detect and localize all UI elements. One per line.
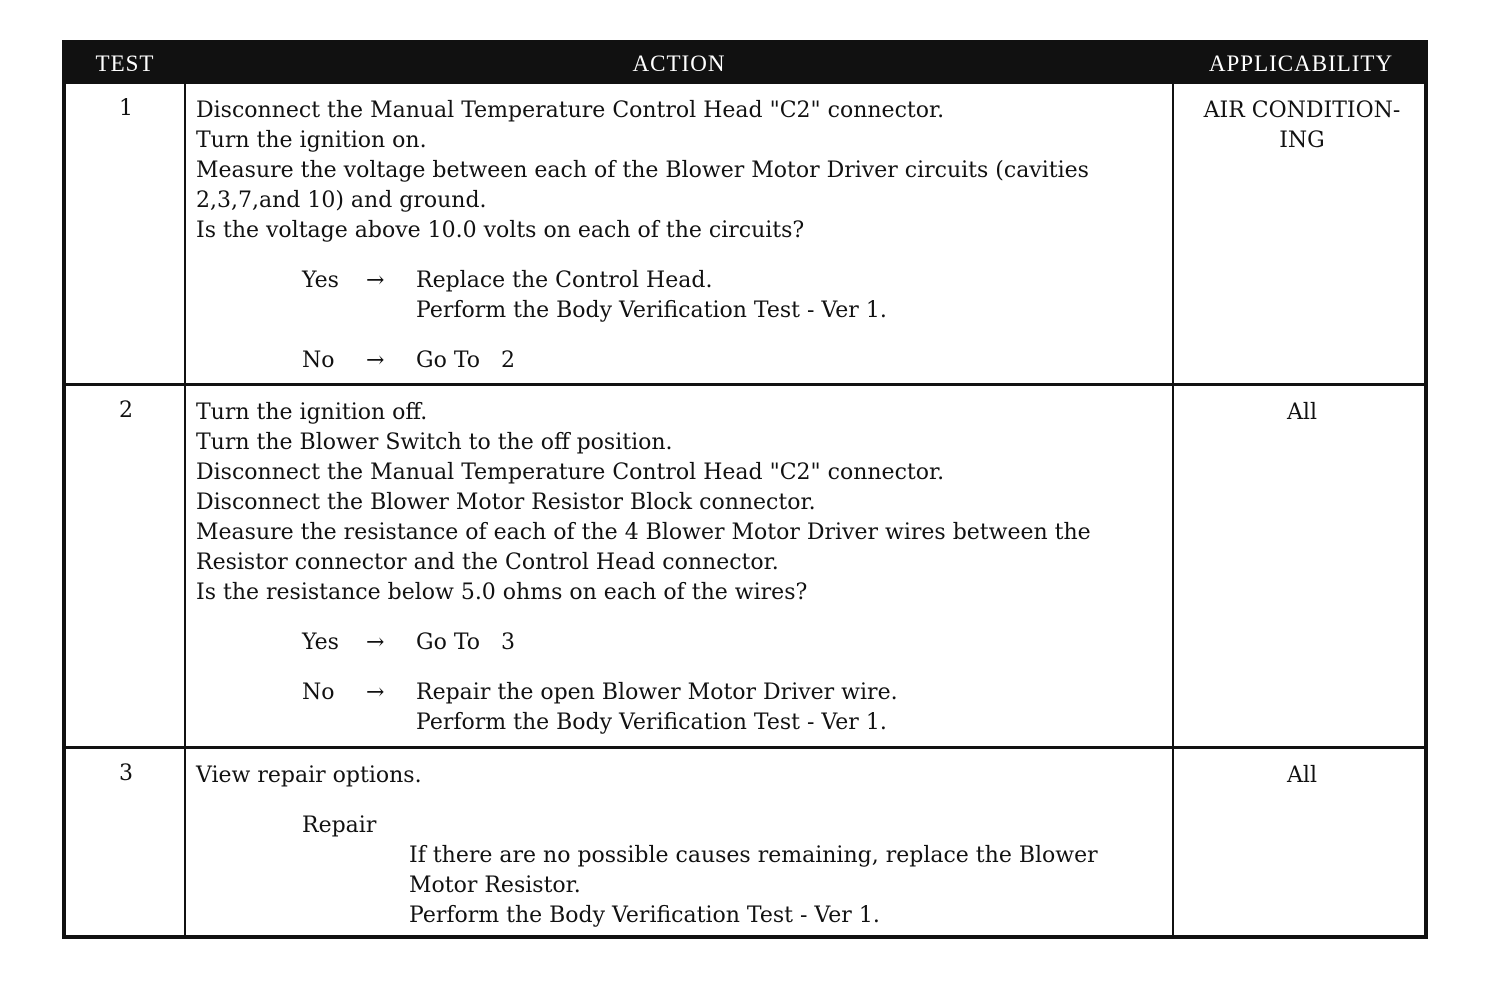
applicability-cell [1176, 761, 1428, 791]
table-header [66, 44, 1424, 84]
option-label: No [302, 348, 335, 373]
action-cell [196, 398, 1164, 738]
header-test: TEST [95, 51, 155, 76]
repair-label: Repair [302, 813, 377, 838]
applicability-text: ING [1279, 128, 1325, 153]
option-no [196, 678, 1164, 708]
option-result: Replace the Control Head. [416, 268, 713, 293]
action-line: Measure the voltage between each of the Blower Motor Driver circuits (cavities [196, 158, 1089, 183]
option-result: Go To 2 [416, 348, 515, 373]
test-number: 3 [119, 761, 133, 786]
option-result: Repair the open Blower Motor Driver wire. [416, 680, 898, 705]
applicability-cell [1176, 398, 1428, 428]
arrow-icon: → [366, 348, 385, 373]
option-result-continued: Perform the Body Verification Test - Ver 1. [416, 710, 887, 735]
applicability-cell [1176, 96, 1428, 156]
test-number: 2 [119, 398, 133, 423]
table-row [66, 84, 1424, 383]
action-line: Disconnect the Manual Temperature Control Head "C2" connector. [196, 460, 945, 485]
action-cell [196, 96, 1164, 376]
option-yes [196, 628, 1164, 658]
action-line: Is the resistance below 5.0 ohms on each of the wires? [196, 580, 808, 605]
action-line: Disconnect the Manual Temperature Control Head "C2" connector. [196, 98, 945, 123]
header-action: ACTION [632, 51, 726, 76]
header-applicability: APPLICABILITY [1208, 51, 1394, 76]
option-label: Yes [302, 630, 339, 655]
option-result-continued: Perform the Body Verification Test - Ver 1. [416, 298, 887, 323]
repair-line: Perform the Body Verification Test - Ver 1. [409, 903, 880, 928]
repair-text [196, 841, 1164, 931]
test-number: 1 [119, 96, 133, 121]
action-line: Resistor connector and the Control Head connector. [196, 550, 779, 575]
arrow-icon: → [366, 680, 385, 705]
repair-line: If there are no possible causes remaining, replace the Blower [409, 843, 1098, 868]
option-yes [196, 266, 1164, 296]
table-row [66, 749, 1424, 939]
repair-line: Motor Resistor. [409, 873, 581, 898]
arrow-icon: → [366, 630, 385, 655]
action-cell [196, 761, 1164, 931]
table-row [66, 386, 1424, 746]
option-no [196, 346, 1164, 376]
applicability-text: All [1287, 400, 1317, 425]
action-line: 2,3,7,and 10) and ground. [196, 188, 487, 213]
action-line: Turn the ignition on. [196, 128, 427, 153]
arrow-icon: → [366, 268, 385, 293]
action-line: Is the voltage above 10.0 volts on each of the circuits? [196, 218, 805, 243]
diagnostic-test-table [62, 40, 1428, 939]
option-result: Go To 3 [416, 630, 515, 655]
action-line: Measure the resistance of each of the 4 Blower Motor Driver wires between the [196, 520, 1091, 545]
option-label: Yes [302, 268, 339, 293]
action-line: Disconnect the Blower Motor Resistor Block connector. [196, 490, 816, 515]
option-label: No [302, 680, 335, 705]
applicability-text: AIR CONDITION- [1203, 98, 1401, 123]
action-line: View repair options. [196, 763, 422, 788]
applicability-text: All [1287, 763, 1317, 788]
action-line: Turn the ignition off. [196, 400, 428, 425]
action-line: Turn the Blower Switch to the off position. [196, 430, 673, 455]
